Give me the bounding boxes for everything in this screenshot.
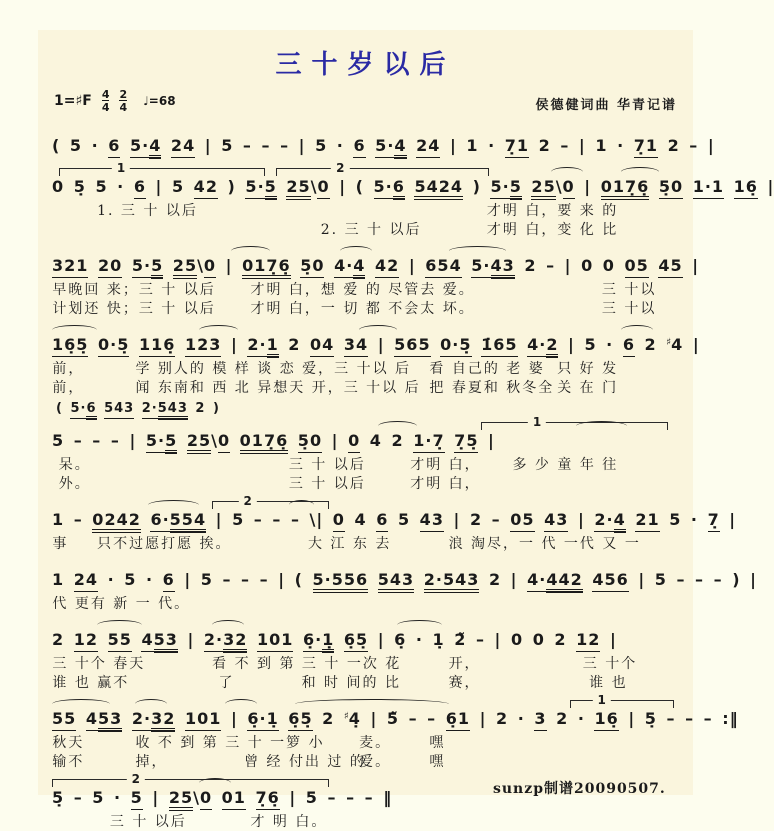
double-beam-group: 32 (151, 709, 175, 732)
beam-group: 5·5 (245, 177, 276, 199)
beam-group: 101 (257, 630, 293, 652)
lyric-line-1 (46, 454, 685, 473)
tempo-mark: ♩=68 (143, 94, 176, 108)
system-overlay (46, 617, 685, 630)
lyric-line-2 (46, 377, 685, 396)
double-beam-group: 5 (165, 431, 177, 454)
system-9 (46, 693, 739, 770)
double-beam-group: 442 (546, 570, 582, 593)
system-overlay (46, 322, 685, 335)
song-title: 三十岁以后 (275, 50, 456, 80)
notation-line: 165 0·5 116 123 | 2·1 2 04 34 | 565 0·5 165 4·2 | 5 · 6 2 ♯4 | (46, 335, 685, 358)
double-beam-group: 4 (394, 136, 406, 159)
beam-group: 6 (353, 136, 365, 158)
beam-group: 165 (481, 335, 517, 357)
beam-group: 2·1 (247, 335, 278, 357)
lyric-line-1 (46, 593, 685, 612)
lyric-segment: 爱。 (359, 754, 392, 770)
beam-group: 0·5 (98, 335, 129, 357)
beam-group: 01 (222, 788, 246, 810)
double-beam-group: 554 (170, 510, 206, 533)
beam-group: 75 (454, 431, 478, 453)
double-beam-group: 1 (267, 335, 279, 358)
lyric-segment: 学 别人的 模 样 谈 恋 爱，三 十以 后 (135, 361, 412, 377)
system-3 (46, 243, 700, 317)
beam-group: 2·32 (132, 709, 176, 731)
lyric-segment: 嘿 (429, 754, 446, 770)
sharp-sign: ♯ (666, 337, 672, 348)
beam-group: 6·554 (150, 510, 206, 532)
lyric-segment: 关 在 门 (557, 380, 619, 396)
double-beam-group: 0176 (240, 431, 289, 454)
key-tempo-block (54, 89, 176, 113)
beam-group: 0 (317, 177, 329, 199)
beam-group: 12 (576, 630, 600, 652)
beam-group: 5·4 (130, 136, 161, 158)
slur-arc (231, 246, 269, 256)
slur-arc (551, 167, 583, 177)
beam-group: 0 (563, 177, 575, 199)
lyric-segment: 才明 白， (410, 457, 481, 473)
lyric-line-1 (46, 200, 685, 219)
lyric-segment: 1. 三 十 以后 (97, 203, 198, 219)
double-beam-group: 5424 (414, 177, 463, 200)
beam-group: 3 (534, 709, 546, 731)
lyric-segment: 只 好 发 (557, 361, 619, 377)
double-beam-group: 5·556 (313, 570, 369, 593)
lyric-segment: 三 十 以后 (109, 814, 187, 830)
double-beam-group: 25 (531, 177, 555, 200)
beam-group: 2·32 (204, 630, 248, 652)
notation-line: 1 24 · 5 · 6 | 5 – – – | ( 5·556 543 2·543 2 | 4·442 456 | 5 – – – ) | (46, 570, 685, 593)
double-beam-group: 0242 (92, 510, 141, 533)
lyric-segment: 才 明 白。 (250, 814, 328, 830)
double-beam-group: 6 (393, 177, 405, 200)
beam-group: 65 (344, 630, 368, 652)
beam-group: 116 (139, 335, 175, 357)
beam-group: 24 (171, 136, 195, 158)
lyric-segment: 三 十以 (601, 301, 657, 317)
beam-group: 21 (635, 510, 659, 532)
beam-group: 61 (446, 709, 470, 731)
slur-arc (52, 699, 110, 709)
lyric-line-2 (46, 219, 685, 238)
beam-group: 45 (658, 256, 682, 278)
lyric-line-1 (46, 279, 685, 298)
beam-group: 565 (394, 335, 430, 357)
slur-arc (135, 699, 167, 709)
beam-group: 6·1 (247, 709, 278, 731)
slur-arc (359, 325, 397, 335)
beam-group: 1·1 (693, 177, 724, 199)
volta-bracket-1 (481, 415, 668, 430)
slur-arc (148, 500, 199, 510)
lyric-segment: 了 (218, 675, 235, 691)
slur-arc (289, 500, 315, 510)
beam-group: 12 (74, 630, 98, 652)
lyric-segment: 三 十个 (582, 656, 638, 672)
volta-label: 1 (528, 415, 546, 429)
beam-group: 0·5 (440, 335, 471, 357)
lyric-segment: 和 时 间的 比 (301, 675, 401, 691)
double-beam-group: 53 (154, 630, 178, 653)
beam-group: 4·4 (334, 256, 365, 278)
double-beam-group: 32 (223, 630, 247, 653)
beam-group: 6 (623, 335, 635, 357)
volta-label: 1 (592, 693, 610, 707)
slur-arc (621, 325, 653, 335)
beam-group: 0 (204, 256, 216, 278)
volta-bracket-1 (570, 693, 674, 708)
system-overlay (46, 161, 685, 177)
beam-group: 24 (416, 136, 440, 158)
lyric-segment: 才明 白，变 化 比 (486, 222, 619, 238)
double-beam-group: 5 (510, 177, 522, 200)
beam-group: 5·5 (132, 256, 163, 278)
beam-group: 453 (86, 709, 122, 731)
lyric-segment: 大 江 东 去 (307, 536, 392, 552)
lyric-line-2 (46, 298, 685, 317)
beam-group: 7 (708, 510, 720, 532)
notation-line: ( 5 · 6 5·4 24 | 5 – – – | 5 · 6 5·4 24 | 1 · 71 2 – | 1 · 71 2 – | (46, 136, 685, 159)
beam-group: 71 (634, 136, 658, 158)
beam-group: 165 (52, 335, 88, 357)
lyric-segment: 才明 白，想 爱 的 尽管去 爱。 (250, 282, 475, 298)
slur-arc (225, 699, 257, 709)
beam-group: 5·6 (374, 177, 405, 199)
beam-group: 04 (310, 335, 334, 357)
lyric-segment: 谁 也 赢不 (52, 675, 130, 691)
notation-line: 321 20 5·5 25\0 | 0176 50 4·4 42 | 654 5·43 2 – | 0 0 05 45 | (46, 256, 685, 279)
lyric-segment: 浪 淘尽，一 代 一代 又 一 (448, 536, 641, 552)
double-beam-group: 25 (169, 788, 193, 811)
double-beam-group: 25 (187, 431, 211, 454)
beam-group: 5·5 (490, 177, 521, 199)
beam-group: 0 (200, 788, 212, 810)
double-beam-group: 4 (353, 256, 365, 279)
system-6 (46, 494, 737, 552)
lyric-line-1 (46, 653, 685, 672)
system-overlay (46, 494, 685, 510)
beam-group: 0 (218, 431, 230, 453)
time-signature-1: $\frac{4}{4}$ (101, 88, 110, 114)
beam-group: 05 (510, 510, 534, 532)
notation-line: 5 – 5 · 5 | 25\0 01 76 | 5 – – – ‖ (46, 788, 685, 811)
beam-group: 5·6 (70, 401, 96, 419)
double-beam-group: 53 (98, 709, 122, 732)
beam-group: 6 (163, 570, 175, 592)
system-overlay (46, 557, 685, 570)
lyric-line-2 (46, 672, 685, 691)
beam-group: 42 (194, 177, 218, 199)
double-beam-group: 543 (378, 570, 414, 593)
lyric-segment: 闻 东南和 西 北 异想天 开，三 十以 后 (135, 380, 421, 396)
slur-arc (576, 421, 627, 431)
volta-label: 2 (238, 494, 256, 508)
lyric-segment: 呆。 (58, 457, 91, 473)
system-overlay (46, 415, 685, 431)
beam-group: 6 (134, 177, 146, 199)
lyric-segment: 三 十以 (601, 282, 657, 298)
beam-group: 123 (185, 335, 221, 357)
lyric-segment: 才明 白， (410, 476, 481, 492)
lyric-line-1 (46, 533, 685, 552)
notation-line: 2 12 55 453 | 2·32 101 6·1 65 | 6 · 1 2 – | 0 0 2 12 | (46, 630, 685, 653)
beam-group: 321 (52, 256, 88, 278)
score-header (54, 89, 677, 113)
lyric-segment: 代 更有 新 一 代。 (52, 596, 191, 612)
beam-group: 50 (659, 177, 683, 199)
double-beam-group: 2 (546, 335, 558, 358)
lyric-segment: 三 十 以后 (288, 457, 366, 473)
lyric-segment: 看 自己的 老 婆 (429, 361, 545, 377)
lyric-line-1 (46, 811, 685, 830)
lyric-segment: 三 十个 春天 (52, 656, 146, 672)
beam-group: 543 (104, 401, 134, 419)
volta-bracket-2 (52, 772, 329, 787)
beam-group: 42 (375, 256, 399, 278)
notation-line: 0 5 5 · 6 | 5 42 ) 5·5 25\0 | ( 5·6 5424 ) 5·5 25\0 | 0176 50 1·1 16 | (46, 177, 685, 200)
slur-arc (212, 620, 244, 630)
lyric-line-2 (46, 473, 685, 492)
slur-arc (397, 620, 442, 630)
beam-group: 50 (298, 431, 322, 453)
lyric-segment: 事 (52, 536, 69, 552)
lyric-segment: 才明 白，一 切 都 不会太 坏。 (250, 301, 475, 317)
double-beam-group: 25 (173, 256, 197, 279)
notation-line: 5 – – – | 5·5 25\0 0176 50 | 0 4 2 1·7 75 | (46, 431, 685, 454)
sheet-panel (38, 30, 774, 830)
beam-group: 55 (108, 630, 132, 652)
volta-label: 2 (127, 772, 145, 786)
beam-group: 34 (344, 335, 368, 357)
double-beam-group: 5 (265, 177, 277, 200)
lyric-segment: 计划还 快；三 十 以后 (52, 301, 216, 317)
beam-group: 0 (333, 510, 345, 532)
double-beam-group: 25 (286, 177, 310, 200)
system-overlay (46, 243, 685, 256)
beam-group: 0 (348, 431, 360, 453)
beam-group: 1·7 (413, 431, 444, 453)
lyric-segment: 掉， (135, 754, 168, 770)
lyric-segment: 嘿 (429, 735, 446, 751)
beam-group: 43 (544, 510, 568, 532)
notation-line: 55 453 2·32 101 | 6·1 65 2 ♯4 | 5 – – 61 | 2 · 3 2 · 16 | 5 – – – :‖ (46, 709, 685, 732)
beam-group: 654 (425, 256, 461, 278)
volta-bracket-1 (59, 161, 265, 176)
lyric-segment: 才明 白，要 来 的 (486, 203, 619, 219)
footer-credit: sunzp制谱20090507. (493, 781, 666, 797)
volta-label: 2 (331, 161, 349, 175)
beam-group: 6 (108, 136, 120, 158)
beam-group: 16 (594, 709, 618, 731)
beam-group: 6 (376, 510, 388, 532)
lyric-segment: 早晚回 来；三 十 以后 (52, 282, 216, 298)
beam-group: 16 (734, 177, 758, 199)
double-beam-group: 5 (151, 256, 163, 279)
volta-bracket-2 (276, 161, 489, 176)
slur-arc (378, 421, 416, 431)
lyric-segment: 只不过愿打愿 挨。 (97, 536, 232, 552)
lyric-segment: 看 不 到 第 三 十 一次 花 (212, 656, 402, 672)
system-8 (46, 617, 685, 691)
beam-group: 24 (74, 570, 98, 592)
lyric-segment: 秋天 (52, 735, 85, 751)
lyric-segment: 麦。 (359, 735, 392, 751)
beam-group: 5·43 (471, 256, 515, 278)
beam-group: 5 (131, 788, 143, 810)
slur-arc (97, 620, 142, 630)
slur-arc (52, 325, 97, 335)
volta-label: 1 (112, 161, 130, 175)
double-beam-group: 543 (158, 401, 188, 420)
beam-group: 5·4 (375, 136, 406, 158)
system-2 (46, 161, 774, 238)
system-overlay (46, 693, 685, 709)
slur-arc (449, 246, 507, 256)
double-beam-group: 43 (491, 256, 515, 279)
key-signature: 1=♯F (54, 93, 92, 109)
beam-group: 2·543 (142, 401, 188, 419)
lyric-line-1 (46, 358, 685, 377)
lyric-segment: 多 少 童 年 往 (512, 457, 619, 473)
lyric-line-1 (46, 732, 685, 751)
slur-arc (621, 167, 659, 177)
beam-group: 6·1 (303, 630, 334, 652)
beam-group: 50 (300, 256, 324, 278)
system-overlay (46, 123, 685, 136)
lyric-segment: 前， (52, 361, 85, 377)
beam-group: 43 (420, 510, 444, 532)
beam-group: 4·442 (527, 570, 583, 592)
beam-group: 76 (256, 788, 280, 810)
beam-group: 456 (592, 570, 628, 592)
lyric-segment: 开， (448, 656, 481, 672)
beam-group: 2·4 (594, 510, 625, 532)
double-beam-group: 0176 (242, 256, 291, 279)
beam-group: 101 (185, 709, 221, 731)
system-4 (46, 322, 700, 396)
lyric-line-2 (46, 751, 685, 770)
beam-group: 65 (288, 709, 312, 731)
notation-line: 1 – 0242 6·554 | 5 – – – \| 0 4 6 5 43 | 2 – 05 43 | 2·4 21 5 · 7 | (46, 510, 685, 533)
system-7 (46, 557, 757, 612)
lyric-segment: 收 不 到 第 三 十 一箩 小 (135, 735, 325, 751)
composer-credit: 侯德健词曲 华青记谱 (535, 98, 677, 113)
beam-group: 5·5 (146, 431, 177, 453)
lyric-segment: 输不 (52, 754, 85, 770)
beam-group: 453 (141, 630, 177, 652)
slur-arc (199, 325, 237, 335)
system-1 (46, 123, 715, 159)
beam-group: 4·2 (527, 335, 558, 357)
lyric-segment: 曾 经 付出 过 的 (244, 754, 366, 770)
beam-group: 71 (505, 136, 529, 158)
double-beam-group: 4 (614, 510, 626, 533)
double-beam-group: 4 (149, 136, 161, 159)
lyric-segment: 赛， (448, 675, 481, 691)
lyric-segment: 把 春夏和 秋冬全 (429, 380, 555, 396)
time-signature-2: $\frac{2}{4}$ (119, 88, 128, 114)
lyric-segment: 2. 三 十 以后 (320, 222, 422, 238)
double-beam-group: 6 (86, 401, 96, 420)
slur-arc (199, 778, 231, 788)
lyric-segment: 谁 也 (589, 675, 628, 691)
beam-group: 55 (52, 709, 76, 731)
slur-arc (340, 246, 372, 256)
slur-arc (295, 699, 448, 709)
double-beam-group: 2·543 (424, 570, 480, 593)
double-beam-group: 0176 (601, 177, 650, 200)
double-beam-group: 1 (322, 630, 334, 653)
beam-group: 05 (625, 256, 649, 278)
lyric-segment: 三 十 以后 (288, 476, 366, 492)
lyric-segment: 前， (52, 380, 85, 396)
beam-group: 20 (98, 256, 122, 278)
system-5 (46, 401, 685, 492)
sharp-sign: ♯ (343, 711, 349, 722)
cue-line: ( 5·6 543 2·543 2 ) (46, 401, 685, 418)
lyric-segment: 外。 (58, 476, 91, 492)
systems (46, 123, 774, 830)
